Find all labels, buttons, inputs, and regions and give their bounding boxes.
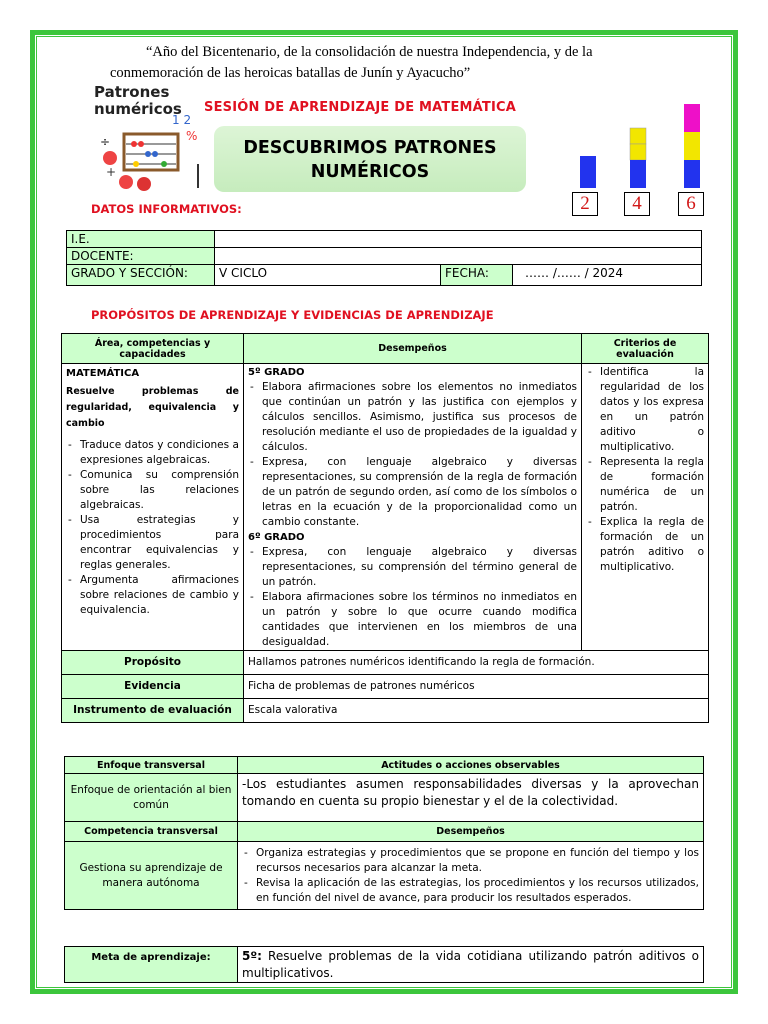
meta-label: Meta de aprendizaje: <box>65 947 238 983</box>
fecha-label: FECHA: <box>441 265 513 286</box>
svg-text:%: % <box>186 129 198 143</box>
col-competencia-header: Competencia transversal <box>65 822 238 842</box>
abacus-illustration <box>86 84 204 194</box>
desempeno-item: - Elabora afirmaciones sobre los términos no inmediatos en un patrón y sobre lo que ocurre cuando modifica cantidades que intervienen en los miembros de una desigualdad. <box>248 590 577 650</box>
desempeno-item: - Elabora afirmaciones sobre los elementos no inmediatos que continúan un patrón y las justifica con ejemplos y cálculos sencillos. Asimismo, justifica sus procesos de resolución mediante el uso de propiedades de la igualdad y cálculos. <box>248 380 577 455</box>
capacidad-item: - Argumenta afirmaciones sobre relaciones de cambio y equivalencia. <box>66 573 239 618</box>
instrumento-label: Instrumento de evaluación <box>62 699 244 723</box>
criterios-list <box>586 365 704 575</box>
meta-grade: 5º: <box>242 949 262 963</box>
desempeno-item: - Expresa, con lenguaje algebraico y diversas representaciones, su comprensión de la regla de formación de un patrón de segundo orden, así como de los símbolos o letras en la ecuación y de la proporcionalidad como un cambio constante. <box>248 455 577 530</box>
col-area-header: Área, competencias y capacidades <box>62 334 244 364</box>
ie-label: I.E. <box>67 231 215 248</box>
fecha-value: …… /…… / 2024 <box>513 265 702 286</box>
grado-label: GRADO Y SECCIÓN: <box>67 265 215 286</box>
col-criterios-header: Criterios de evaluación <box>582 334 709 364</box>
main-title <box>214 126 526 192</box>
grado-value: V CICLO <box>215 265 441 286</box>
col-desempenos-header: Desempeños <box>244 334 582 364</box>
cube-number-1: 2 <box>572 192 598 216</box>
meta-value-cell <box>238 947 704 983</box>
grado5-list <box>248 380 577 530</box>
svg-text:÷: ÷ <box>100 135 111 149</box>
col-enfoque-header: Enfoque transversal <box>65 757 238 774</box>
main-title-line-2: NUMÉRICOS <box>310 162 430 182</box>
desempeno-transversal-item: - Revisa la aplicación de las estrategias, los procedimientos y los recursos utilizados, en función del nivel de avance, para producir los resultados esperados. <box>242 876 699 906</box>
desempenos-transversal-cell <box>238 842 704 910</box>
criterio-item: - Explica la regla de formación de un patrón aditivo o multiplicativo. <box>586 515 704 575</box>
instrumento-value: Escala valorativa <box>244 699 709 723</box>
propositos-table <box>61 333 709 723</box>
desempenos-cell <box>244 364 582 651</box>
logo-line-1: Patrones <box>94 83 170 101</box>
proposito-label: Propósito <box>62 651 244 675</box>
datos-heading: DATOS INFORMATIVOS: <box>91 202 242 216</box>
evidencia-value: Ficha de problemas de patrones numéricos <box>244 675 709 699</box>
grado6-label: 6º GRADO <box>248 532 305 543</box>
motto-line-1: “Año del Bicentenario, de la consolidación de nuestra Independencia, y de la <box>146 44 593 60</box>
area-cell <box>62 364 244 651</box>
desempeno-transversal-item: - Organiza estrategias y procedimientos que se propone en función del tiempo y los recursos necesarios para alcanzar la meta. <box>242 846 699 876</box>
datos-table <box>66 230 702 286</box>
svg-text:+: + <box>106 165 117 179</box>
col-actitudes-header: Actitudes o acciones observables <box>238 757 704 774</box>
desempeno-item: - Expresa, con lenguaje algebraico y diversas representaciones, su comprensión del término general de un patrón. <box>248 545 577 590</box>
actitud-value: -Los estudiantes asumen responsabilidades diversas y la aprovechan tomando en cuenta su propio bienestar y el de la colectividad. <box>238 774 704 822</box>
propositos-heading: PROPÓSITOS DE APRENDIZAJE Y EVIDENCIAS DE APRENDIZAJE <box>91 308 494 322</box>
session-title: SESIÓN DE APRENDIZAJE DE MATEMÁTICA <box>204 100 517 115</box>
cube-stacks <box>570 100 710 196</box>
national-motto <box>110 42 670 84</box>
enfoque-table <box>64 756 704 910</box>
docente-value[interactable] <box>215 248 702 265</box>
main-title-line-1: DESCUBRIMOS PATRONES <box>243 138 497 158</box>
area-title: MATEMÁTICA <box>66 368 140 379</box>
capacidad-item: - Usa estrategias y procedimientos para encontrar equivalencias y reglas generales. <box>66 513 239 573</box>
cube-number-3: 6 <box>678 192 704 216</box>
ie-value[interactable] <box>215 231 702 248</box>
motto-line-2: conmemoración de las heroicas batallas de Junín y Ayacucho” <box>110 65 471 81</box>
capacidad-item: - Traduce datos y condiciones a expresiones algebraicas. <box>66 438 239 468</box>
docente-label: DOCENTE: <box>67 248 215 265</box>
meta-value: Resuelve problemas de la vida cotidiana utilizando patrón aditivos o multiplicativos. <box>242 949 699 980</box>
svg-text:1 2: 1 2 <box>172 113 192 127</box>
competencia-transversal-value: Gestiona su aprendizaje de manera autónoma <box>65 842 238 910</box>
evidencia-label: Evidencia <box>62 675 244 699</box>
grado6-list <box>248 545 577 650</box>
col-desempenos-transversal-header: Desempeños <box>238 822 704 842</box>
patrones-logo <box>86 84 204 194</box>
enfoque-value: Enfoque de orientación al bien común <box>65 774 238 822</box>
criterios-cell <box>582 364 709 651</box>
criterio-item: - Identifica la regularidad de los datos y los expresa en un patrón aditivo o multiplicativo. <box>586 365 704 455</box>
criterio-item: - Representa la regla de formación numérica de un patrón. <box>586 455 704 515</box>
cube-number-2: 4 <box>624 192 650 216</box>
meta-table <box>64 946 704 983</box>
logo-line-2: numéricos <box>94 100 182 118</box>
proposito-value: Hallamos patrones numéricos identificando la regla de formación. <box>244 651 709 675</box>
competencia-text: Resuelve problemas de regularidad, equivalencia y cambio <box>66 386 239 429</box>
capacidades-list <box>66 438 239 618</box>
capacidad-item: - Comunica su comprensión sobre las relaciones algebraicas. <box>66 468 239 513</box>
grado5-label: 5º GRADO <box>248 367 305 378</box>
desempenos-transversal-list <box>242 846 699 906</box>
cube-pattern-illustration <box>570 100 710 220</box>
